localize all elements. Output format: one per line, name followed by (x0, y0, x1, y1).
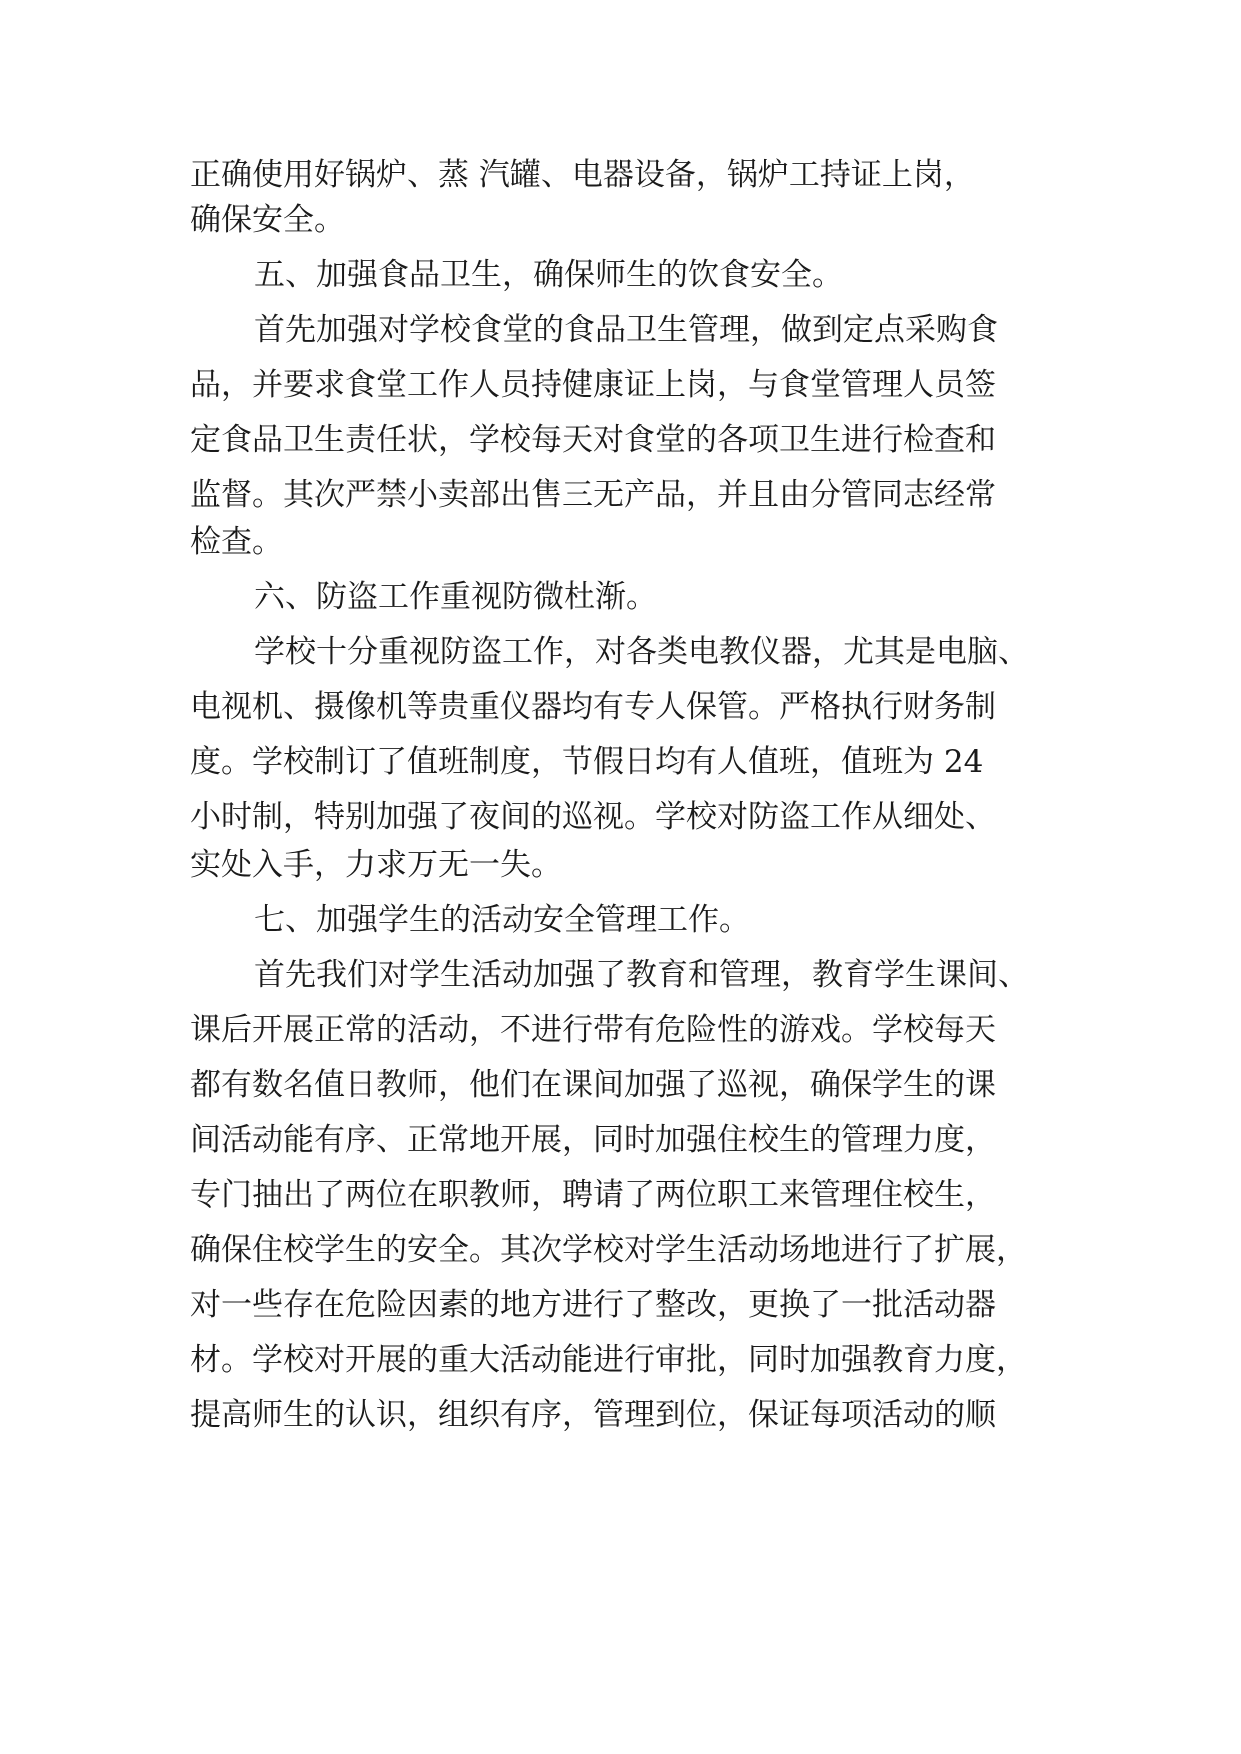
text-line: 小时制，特别加强了夜间的巡视。学校对防盗工作从细处、 (190, 799, 996, 835)
text-line: 电视机、摄像机等贵重仪器均有专人保管。严格执行财务制 (190, 689, 996, 725)
text-line: 确保安全。 (190, 202, 345, 238)
text-line: 对一些存在危险因素的地方进行了整改，更换了一批活动器 (190, 1287, 996, 1323)
section-heading: 五、加强食品卫生，确保师生的饮食安全。 (254, 257, 843, 293)
text-line: 专门抽出了两位在职教师，聘请了两位职工来管理住校生， (190, 1177, 996, 1213)
text-line: 都有数名值日教师，他们在课间加强了巡视，确保学生的课 (190, 1067, 996, 1103)
text-line: 监督。其次严禁小卖部出售三无产品，并且由分管同志经常 (190, 477, 996, 513)
text-line: 度。学校制订了值班制度，节假日均有人值班，值班为 24 (190, 744, 984, 780)
text-line: 首先加强对学校食堂的食品卫生管理，做到定点采购食 (254, 312, 998, 348)
text-line: 正确使用好锅炉、蒸 汽罐、电器设备，锅炉工持证上岗， (190, 157, 975, 193)
text-line: 提高师生的认识，组织有序，管理到位，保证每项活动的顺 (190, 1397, 996, 1433)
text-line: 材。学校对开展的重大活动能进行审批，同时加强教育力度， (190, 1342, 1027, 1378)
text-line: 课后开展正常的活动，不进行带有危险性的游戏。学校每天 (190, 1012, 996, 1048)
text-line: 间活动能有序、正常地开展，同时加强住校生的管理力度， (190, 1122, 996, 1158)
text-line: 实处入手，力求万无一失。 (190, 847, 562, 883)
text-line: 首先我们对学生活动加强了教育和管理，教育学生课间、 (254, 957, 1029, 993)
section-heading: 六、防盗工作重视防微杜渐。 (254, 579, 657, 615)
text-line: 学校十分重视防盗工作，对各类电教仪器，尤其是电脑、 (254, 634, 1029, 670)
text-line: 品，并要求食堂工作人员持健康证上岗，与食堂管理人员签 (190, 367, 996, 403)
text-line: 确保住校学生的安全。其次学校对学生活动场地进行了扩展， (190, 1232, 1027, 1268)
text-line: 检查。 (190, 524, 283, 560)
section-heading: 七、加强学生的活动安全管理工作。 (254, 902, 750, 938)
text-line: 定食品卫生责任状，学校每天对食堂的各项卫生进行检查和 (190, 422, 996, 458)
